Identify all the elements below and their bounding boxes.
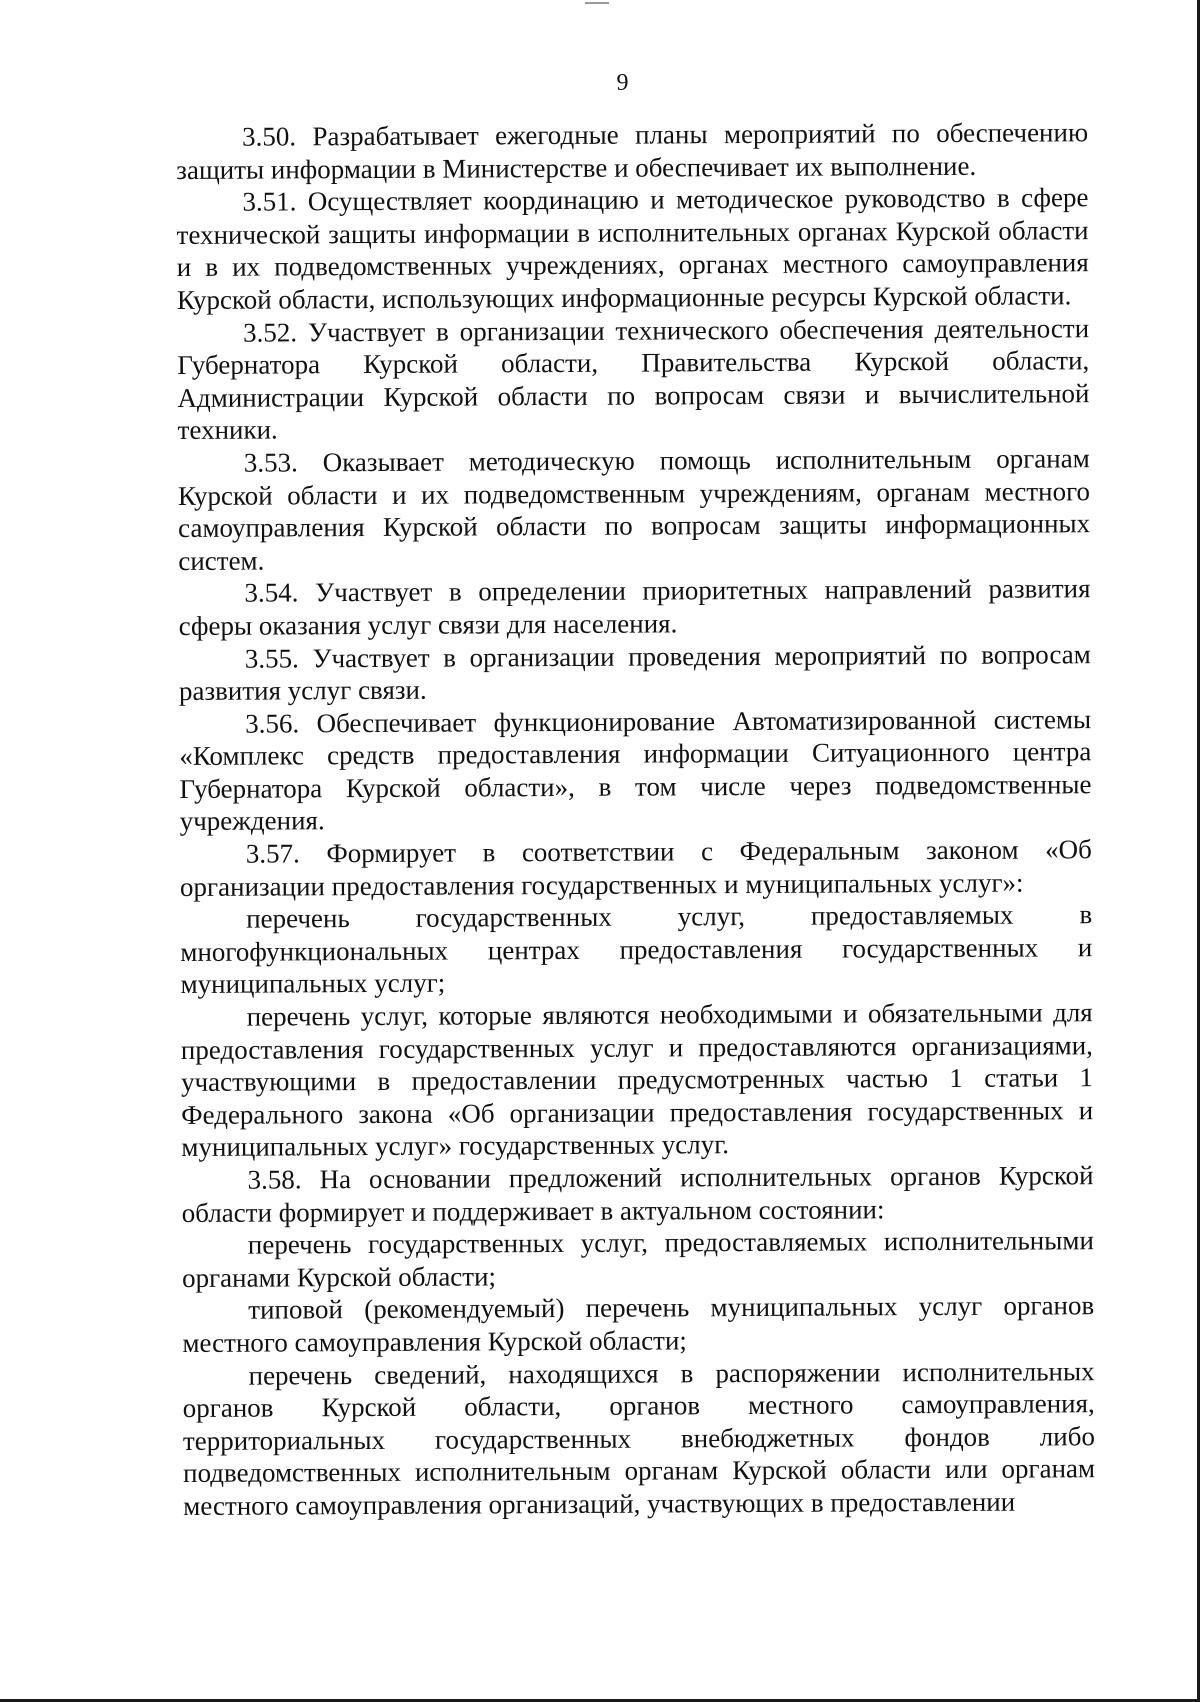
paragraph-3-55: 3.55. Участвует в организации проведения мероприятий по вопросам развития услуг связи. [178,638,1091,707]
paragraph-3-57-list-item-2: перечень услуг, которые являются необходимыми и обязательными для предоставления государственных услуг и предоставляются организациями, участвующими в предоставлении предусмотренных частью 1 статьи 1 Федерального закона «Об организации предоставления государственных и муниципальных услуг» государственных услуг. [180,997,1094,1163]
scan-artifact [585,2,609,4]
paragraph-3-58-list-item-1: перечень государственных услуг, предоставляемых исполнительными органами Курской области; [181,1225,1094,1293]
document-body [176,116,1095,1522]
paragraph-3-51: 3.51. Осуществляет координацию и методическое руководство в сфере технической защиты информации в исполнительных органах Курской области и в их подведомственных учреждениях, органах местного самоуправления Курской области, использующих информационные ресурсы Курской области. [176,182,1089,315]
paragraph-3-50: 3.50. Разрабатывает ежегодные планы мероприятий по обеспечению защиты информации в Министерстве и обеспечивает их выполнение. [176,117,1089,185]
paragraph-3-56: 3.56. Обеспечивает функционирование Автоматизированной системы «Комплекс средств предоставления информации Ситуационного центра Губернатора Курской области», в том числе через подведомственные учреждения. [179,703,1092,837]
paragraph-3-57-list-item-1: перечень государственных услуг, предоставляемых в многофункциональных центрах предоставления государственных и муниципальных услуг; [180,899,1093,1000]
page-number: 9 [616,70,629,96]
paragraph-3-54: 3.54. Участвует в определении приоритетных направлений развития сферы оказания услуг связи для населения. [178,573,1091,641]
paragraph-3-52: 3.52. Участвует в организации технического обеспечения деятельности Губернатора Курской области, Правительства Курской области, Администрации Курской области по вопросам связи и вычислительной техники. [177,312,1090,446]
paragraph-3-58-list-item-2: типовой (рекомендуемый) перечень муниципальных услуг органов местного самоуправления Курской области; [182,1290,1095,1358]
paragraph-3-57: 3.57. Формирует в соответствии с Федеральным законом «Об организации предоставления государственных и муниципальных услуг»: [179,834,1092,902]
paragraph-3-53: 3.53. Оказывает методическую помощь исполнительным органам Курской области и их подведомственным учреждениям, органам местного самоуправления Курской области по вопросам защиты информационных систем. [177,443,1091,576]
paragraph-3-58-list-item-3: перечень сведений, находящихся в распоряжении исполнительных органов Курской области, органов местного самоуправления, территориальных государственных внебюджетных фондов либо подведомственных исполнительным органам Курской области или органам местного самоуправления организаций, участвующих в предоставлении [182,1355,1096,1521]
paragraph-3-58: 3.58. На основании предложений исполнительных органов Курской области формирует и поддерживает в актуальном состоянии: [181,1160,1094,1228]
